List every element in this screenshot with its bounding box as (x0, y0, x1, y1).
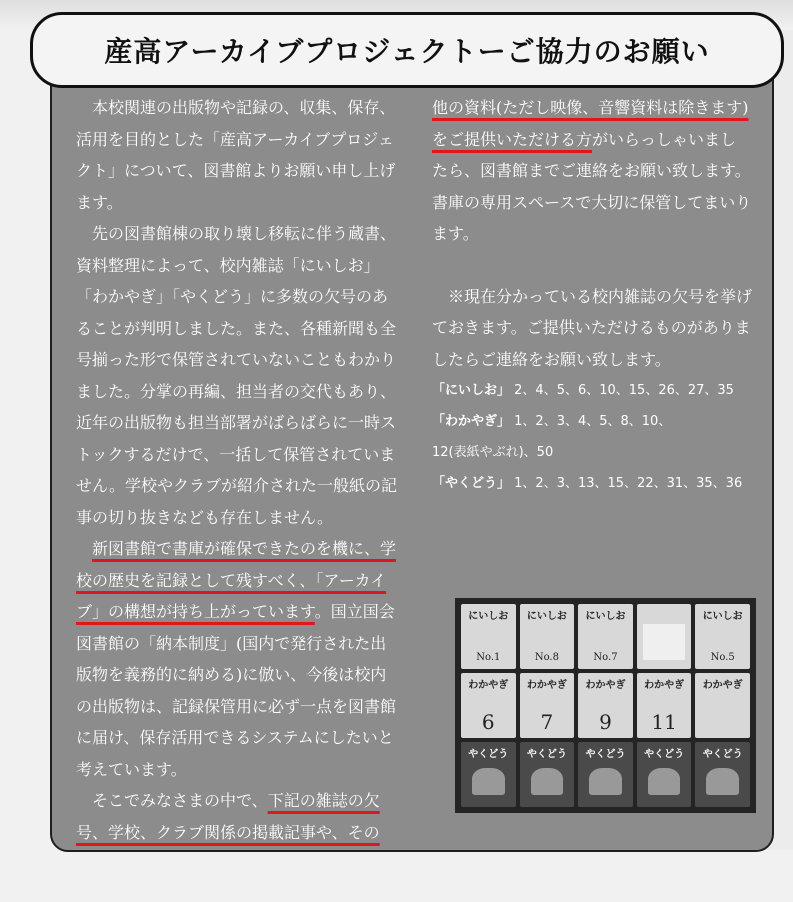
cover-title: にいしお (526, 611, 567, 622)
missing-numbers: 1、2、3、13、15、22、31、35、36 (514, 476, 743, 491)
cover-title: わかやぎ (644, 680, 685, 691)
magazine-name: 「やくどう」 (432, 476, 511, 491)
paragraph-background: 先の図書館棟の取り壊し移転に伴う蔵書、資料整理によって、校内雑誌「にいしお」「わかやぎ」「やくどう」に多数の欠号のあることが判明しました。また、各種新聞も全号揃った形で保管されていないこともわかりました。分掌の再編、担当者の交代もあり、近年の出版物も担当部署がばらばらに一時ストックするだけで、一括して保管されていません。学校やクラブが紹介された一般紙の記事の切り抜きなども存在しません。 (76, 224, 397, 527)
cover-photo-figure (648, 768, 681, 795)
cover-issue-number: 9 (599, 710, 612, 734)
magazine-cover (520, 604, 575, 669)
cover-photo-figure (706, 768, 739, 795)
paragraph-request-continued (432, 92, 752, 250)
magazine-cover (520, 742, 575, 807)
cover-title: やくどう (468, 749, 509, 760)
paragraph-request (76, 785, 402, 848)
magazine-cover (637, 604, 692, 669)
underlined-other-materials: 他の資料(ただし映像、音響資料は除きます) (432, 98, 749, 117)
missing-numbers: 2、4、5、6、10、15、26、27、35 (514, 383, 734, 398)
missing-issues-note: ※現在分かっている校内雑誌の欠号を挙げておきます。ご提供いただけるものがありましたらご連絡をお願い致します。 (432, 286, 753, 369)
magazine-name: 「にいしお」 (432, 383, 511, 398)
cover-title: わかやぎ (585, 680, 626, 691)
right-column (432, 92, 752, 499)
cover-title: わかやぎ (468, 680, 509, 691)
missing-issues-row (432, 437, 752, 468)
magazine-cover (578, 742, 633, 807)
blank-cover-art (643, 624, 685, 660)
paragraph-archive-plan (76, 533, 402, 785)
cover-title: やくどう (644, 749, 685, 760)
magazine-cover (461, 673, 516, 738)
cover-title: にいしお (702, 611, 743, 622)
missing-numbers: 1、2、3、4、5、8、10、 (514, 414, 672, 429)
request-continued-rest: がいらっしゃいましたら、図書館までご連絡をお願い致します。書庫の専用スペースで大切に保管してまいります。 (432, 129, 752, 243)
magazine-cover (461, 742, 516, 807)
cover-title: やくどう (702, 749, 743, 760)
missing-issues-list (432, 375, 752, 499)
magazine-cover (461, 604, 516, 669)
magazine-cover (637, 673, 692, 738)
magazine-cover (637, 742, 692, 807)
cover-issue-number: No.8 (534, 652, 559, 663)
underlined-request: 下記の雑誌の欠号、学校、クラブ関係の掲載記事や、その (76, 791, 380, 842)
underlined-providers: をご提供いただける方 (432, 129, 593, 149)
cover-title: やくどう (585, 749, 626, 760)
request-start: そこでみなさまの中で、 (92, 791, 268, 810)
cover-title: やくどう (526, 749, 567, 760)
magazine-name: 「わかやぎ」 (432, 414, 511, 429)
cover-issue-number: No.7 (593, 652, 618, 663)
underlined-archive-plan: 新図書館で書庫が確保できたのを機に、学校の歴史を記録として残すべく、「アーカイブ」の構想が持ち上がっています (76, 539, 397, 621)
missing-issues-row (432, 375, 752, 406)
title-banner (30, 12, 784, 88)
left-column (76, 92, 402, 848)
cover-title: にいしお (585, 611, 626, 622)
article-title: 産高アーカイブプロジェクトーご協力のお願い (104, 35, 710, 68)
magazine-cover (578, 604, 633, 669)
cover-issue-number: 7 (540, 710, 554, 734)
cover-issue-number: 11 (651, 710, 677, 734)
cover-title: わかやぎ (702, 680, 743, 691)
cover-title: わかやぎ (526, 680, 567, 691)
cover-issue-number: 6 (481, 710, 495, 734)
magazine-cover (578, 673, 633, 738)
missing-issues-row (432, 406, 752, 437)
magazine-cover (695, 604, 750, 669)
archive-plan-rest: 。国立国会図書館の「納本制度」(国内で発行された出版物を義務的に納める)に倣い、今後は校内の出版物は、記録保管用に必ず一点を図書館に届け、保存活用できるシステムにしたいと考えています。 (76, 602, 397, 779)
paragraph-intro: 本校関連の出版物や記録の、収集、保存、活用を目的とした「産高アーカイブプロジェクト」について、図書館よりお願い申し上げます。 (76, 98, 396, 212)
paragraph-gap (432, 250, 752, 281)
cover-photo-figure (589, 768, 622, 795)
missing-issues-row (432, 468, 752, 499)
magazine-cover (695, 673, 750, 738)
cover-photo-figure (531, 768, 564, 795)
cover-photo-figure (472, 768, 505, 795)
magazine-cover (520, 673, 575, 738)
cover-issue-number: No.1 (476, 652, 501, 663)
magazine-cover (695, 742, 750, 807)
missing-numbers: 12(表紙やぶれ)、50 (432, 445, 554, 460)
magazine-covers-photo (455, 598, 756, 813)
cover-issue-number: No.5 (710, 652, 735, 663)
cover-title: にいしお (468, 611, 509, 622)
